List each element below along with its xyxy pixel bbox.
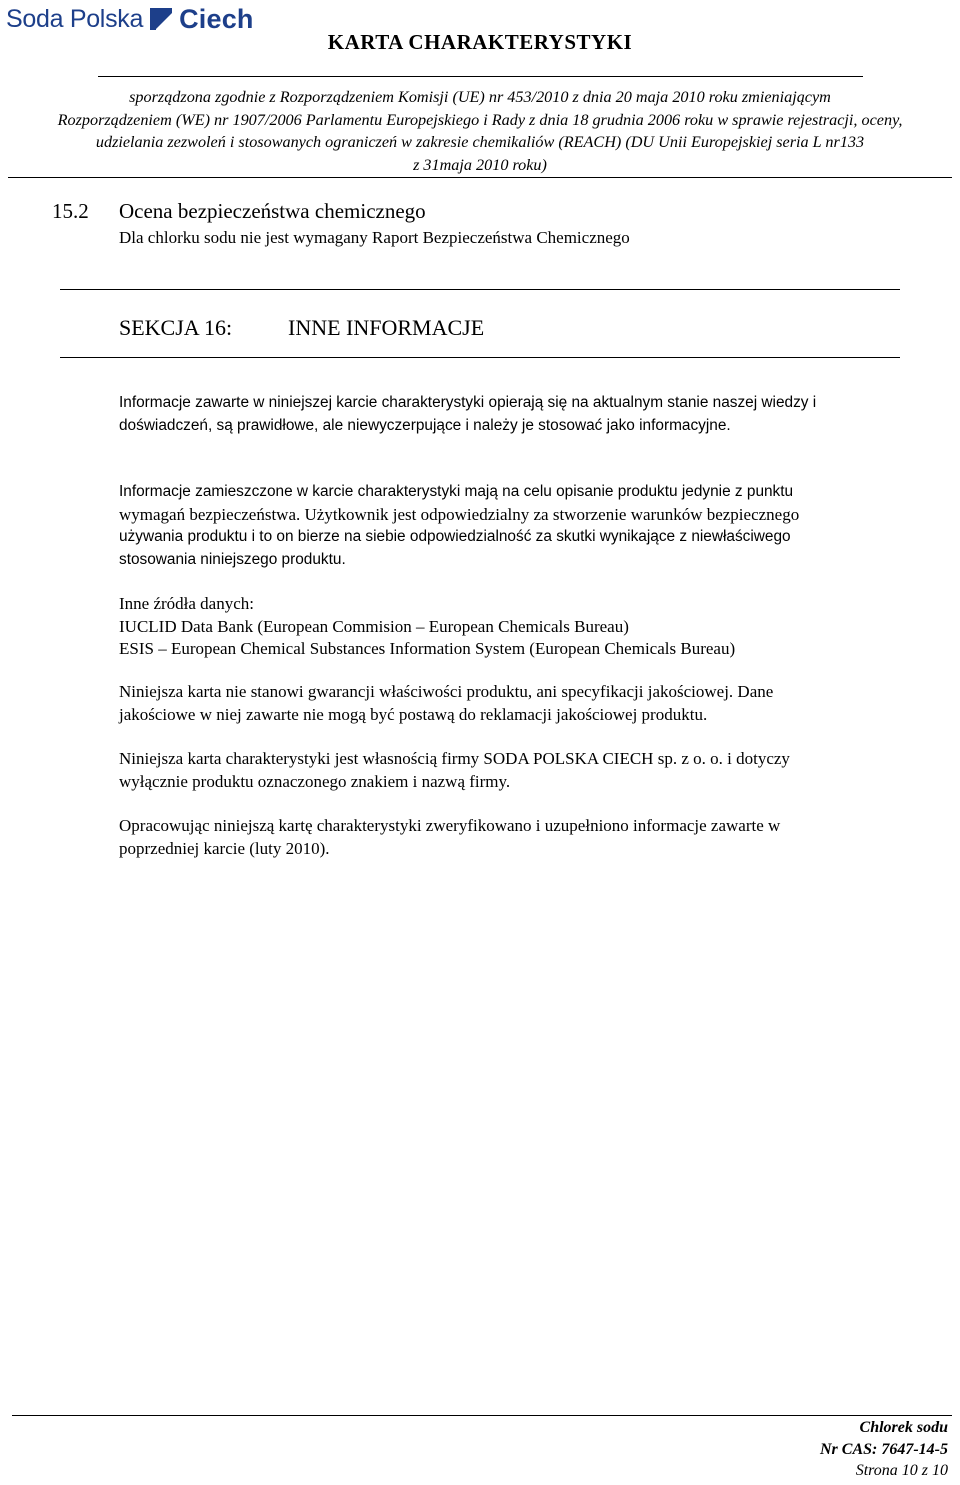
paragraph-line: IUCLID Data Bank (European Commision – European Chemicals Bureau) [119,616,629,636]
section-16-top-divider [60,289,900,290]
section-15-2-title: Ocena bezpieczeństwa chemicznego [119,199,426,223]
footer-divider [12,1415,952,1416]
paragraph-data-sources [119,593,919,661]
title-divider [98,76,863,77]
paragraph-line: Inne źródła danych: [119,594,254,613]
paragraph-line: jakościowe w niej zawarte nie mogą być postawą do reklamacji jakościowej produktu. [119,704,708,724]
subtitle-line: udzielania zezwoleń i stosowanych ograniczeń w zakresie chemikaliów (REACH) (DU Unii Europejskiej seria L nr133 [95,133,865,151]
document-title: KARTA CHARAKTERYSTYKI [327,30,633,54]
paragraph-ownership [119,748,919,793]
section-15-2-text: Dla chlorku sodu nie jest wymagany Raport Bezpieczeństwa Chemicznego [119,228,630,247]
paragraph-line: Informacje zamieszczone w karcie charakterystyki mają na celu opisanie produktu jedynie z punktu [119,483,794,500]
paragraph-line: używania produktu i to on bierze na siebie odpowiedzialność za skutki wynikające z niewłaściwego [119,528,791,545]
paragraph-line: wyłącznie produktu oznaczonego znakiem i nazwą firmy. [119,771,511,791]
paragraph-revision [119,815,919,860]
paragraph-line: Opracowując niniejszą kartę charakterystyki zweryfikowano i uzupełniono informacje zawarte w [119,816,781,835]
paragraph-knowledge [119,392,919,437]
paragraph-line: stosowania niniejszego produktu. [119,550,346,568]
paragraph-line: Informacje zawarte w niniejszej karcie charakterystyki opierają się na aktualnym stanie naszej wiedzy i [119,394,817,411]
paragraph-line: Niniejsza karta nie stanowi gwarancji właściwości produktu, ani specyfikacji jakościowej. Dane [119,682,774,701]
subtitle-line: z 31maja 2010 roku) [413,155,547,174]
subtitle-line: sporządzona zgodnie z Rozporządzeniem Komisji (UE) nr 453/2010 z dnia 20 maja 2010 roku zmieniającym [129,88,831,106]
subtitle-line: Rozporządzeniem (WE) nr 1907/2006 Parlamentu Europejskiego i Rady z dnia 18 grudnia 2006 roku w sprawie rejestracji, oceny, [57,110,903,129]
paragraph-line: doświadczeń, są prawidłowe, ale niewyczerpujące i należy je stosować jako informacyjne. [119,416,731,434]
header-divider [8,177,952,178]
paragraph-line: ESIS – European Chemical Substances Information System (European Chemicals Bureau) [119,639,736,658]
regulation-subtitle [0,86,960,176]
section-16-label: SEKCJA 16: [119,315,233,340]
footer-cas-number: Nr CAS: 7647-14-5 [819,1441,948,1458]
paragraph-line: wymagań bezpieczeństwa. Użytkownik jest odpowiedzialny za stworzenie warunków bezpiecznego [119,504,800,524]
section-16-title: INNE INFORMACJE [288,315,485,340]
logo-mark-icon [150,8,172,30]
section-16-bottom-divider [60,357,900,358]
paragraph-line: Niniejsza karta charakterystyki jest własnością firmy SODA POLSKA CIECH sp. z o. o. i dotyczy [119,749,790,768]
paragraph-purpose [119,481,919,571]
footer-product-name: Chlorek sodu [859,1419,948,1436]
paragraph-warranty [119,681,919,726]
footer-page-number: Strona 10 z 10 [855,1462,948,1479]
section-15-2-number: 15.2 [52,199,89,223]
paragraph-line: poprzedniej karcie (luty 2010). [119,838,330,858]
logo-text-ciech: Ciech [179,3,254,34]
logo-text-soda-polska: Soda Polska [6,4,144,33]
